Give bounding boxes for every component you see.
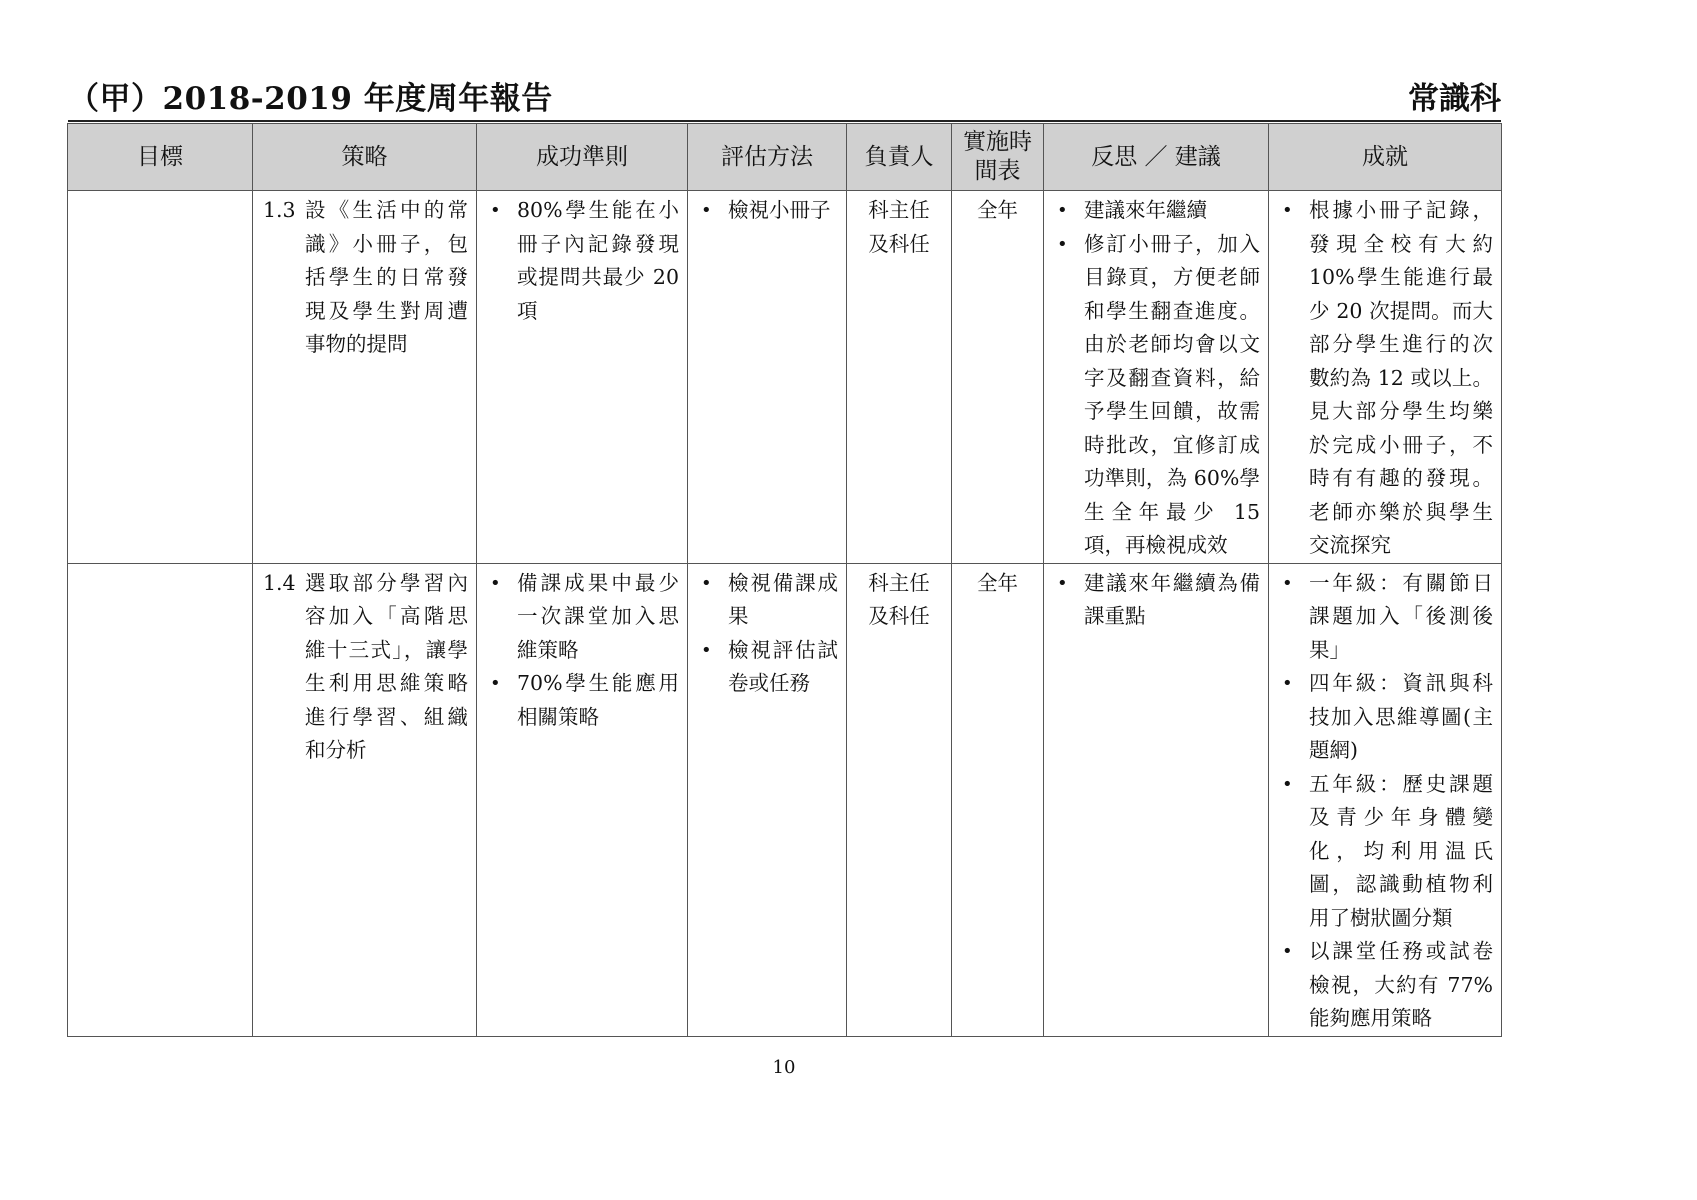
page-number: 10 <box>772 1057 796 1078</box>
cell-schedule <box>952 563 1044 1036</box>
strategy-entry <box>253 191 476 362</box>
cell-goal <box>68 563 253 1036</box>
strategy-entry <box>253 564 476 768</box>
cell-reflection <box>1044 563 1269 1036</box>
cell-strategy <box>253 563 477 1036</box>
column-header-goal: 目標 <box>68 124 253 191</box>
column-header-achievement: 成就 <box>1269 124 1502 191</box>
column-header-strategy: 策略 <box>253 124 477 191</box>
list-item: • 檢視評估試卷或任務 <box>698 634 838 701</box>
cell-strategy <box>253 191 477 564</box>
cell-goal <box>68 191 253 564</box>
plan-table <box>67 123 1502 1037</box>
cell-person-in-charge <box>847 563 952 1036</box>
column-header-reflection: 反思 ／ 建議 <box>1044 124 1269 191</box>
list-item: • 一年級：有關節日課題加入「後測後果」 <box>1279 567 1493 668</box>
table-row <box>68 563 1502 1036</box>
list-item: • 檢視備課成果 <box>698 567 838 634</box>
criteria-list <box>477 564 687 735</box>
reflection-list <box>1044 564 1268 634</box>
strategy-text: 設《生活中的常識》小冊子，包括學生的日常發現及學生對周遭事物的提問 <box>305 198 468 356</box>
schedule-text: 全年 <box>977 198 1018 222</box>
cell-achievement <box>1269 563 1502 1036</box>
evaluation-list <box>688 564 846 701</box>
list-item: • 建議來年繼續 <box>1054 194 1260 228</box>
column-header-schedule <box>952 124 1044 191</box>
list-item: • 四年級：資訊與科技加入思維導圖(主題網) <box>1279 667 1493 768</box>
strategy-text: 選取部分學習內容加入「高階思維十三式」，讓學生利用思維策略進行學習、組織和分析 <box>305 570 468 762</box>
list-item: • 建議來年繼續為備課重點 <box>1054 567 1260 634</box>
cell-evaluation-method <box>688 563 847 1036</box>
list-item: • 備課成果中最少一次課堂加入思維策略 <box>487 567 679 668</box>
cell-reflection <box>1044 191 1269 564</box>
page-header <box>68 78 1501 122</box>
schedule-text: 全年 <box>977 570 1018 595</box>
achievement-list <box>1269 564 1501 1036</box>
cell-success-criteria <box>477 563 688 1036</box>
column-header-success-criteria: 成功準則 <box>477 124 688 191</box>
evaluation-list <box>688 191 846 228</box>
report-title: （甲）2018-2019 年度周年報告 <box>68 81 553 117</box>
list-item: • 檢視小冊子 <box>698 194 838 228</box>
strategy-number: 1.4 <box>263 570 296 595</box>
person-text: 科主任及科任 <box>868 570 930 628</box>
list-item: • 80%學生能在小冊子內記錄發現或提問共最少 20 項 <box>487 194 679 328</box>
list-item: • 修訂小冊子，加入目錄頁，方便老師和學生翻查進度。由於老師均會以文字及翻查資料，給予學生回饋，故需時批改，宜修訂成功準則，為 60%學生全年最少 15 項，再檢視成效 <box>1054 228 1260 563</box>
column-header-person-in-charge: 負責人 <box>847 124 952 191</box>
list-item: • 以課堂任務或試卷檢視，大約有 77%能夠應用策略 <box>1279 935 1493 1036</box>
table-row <box>68 191 1502 564</box>
cell-achievement <box>1269 191 1502 564</box>
cell-evaluation-method <box>688 191 847 564</box>
column-header-schedule-text: 實施時間表 <box>963 129 1032 184</box>
list-item: • 70%學生能應用相關策略 <box>487 667 679 734</box>
list-item: • 五年級：歷史課題及青少年身體變化，均利用温氏圖，認識動植物利用了樹狀圖分類 <box>1279 768 1493 936</box>
person-text: 科主任及科任 <box>868 198 930 256</box>
cell-person-in-charge <box>847 191 952 564</box>
criteria-list <box>477 191 687 328</box>
reflection-list <box>1044 191 1268 563</box>
cell-success-criteria <box>477 191 688 564</box>
list-item: • 根據小冊子記錄，發現全校有大約 10%學生能進行最少 20 次提問。而大部分學生進行的次數約為 12 或以上。見大部分學生均樂於完成小冊子，不時有有趣的發現。老師亦樂於與學生交流探究 <box>1279 194 1493 563</box>
table-header-row <box>68 124 1502 191</box>
achievement-list <box>1269 191 1501 563</box>
strategy-number: 1.3 <box>263 198 296 222</box>
column-header-evaluation-method: 評估方法 <box>688 124 847 191</box>
subject-title: 常識科 <box>1408 81 1501 117</box>
cell-schedule <box>952 191 1044 564</box>
